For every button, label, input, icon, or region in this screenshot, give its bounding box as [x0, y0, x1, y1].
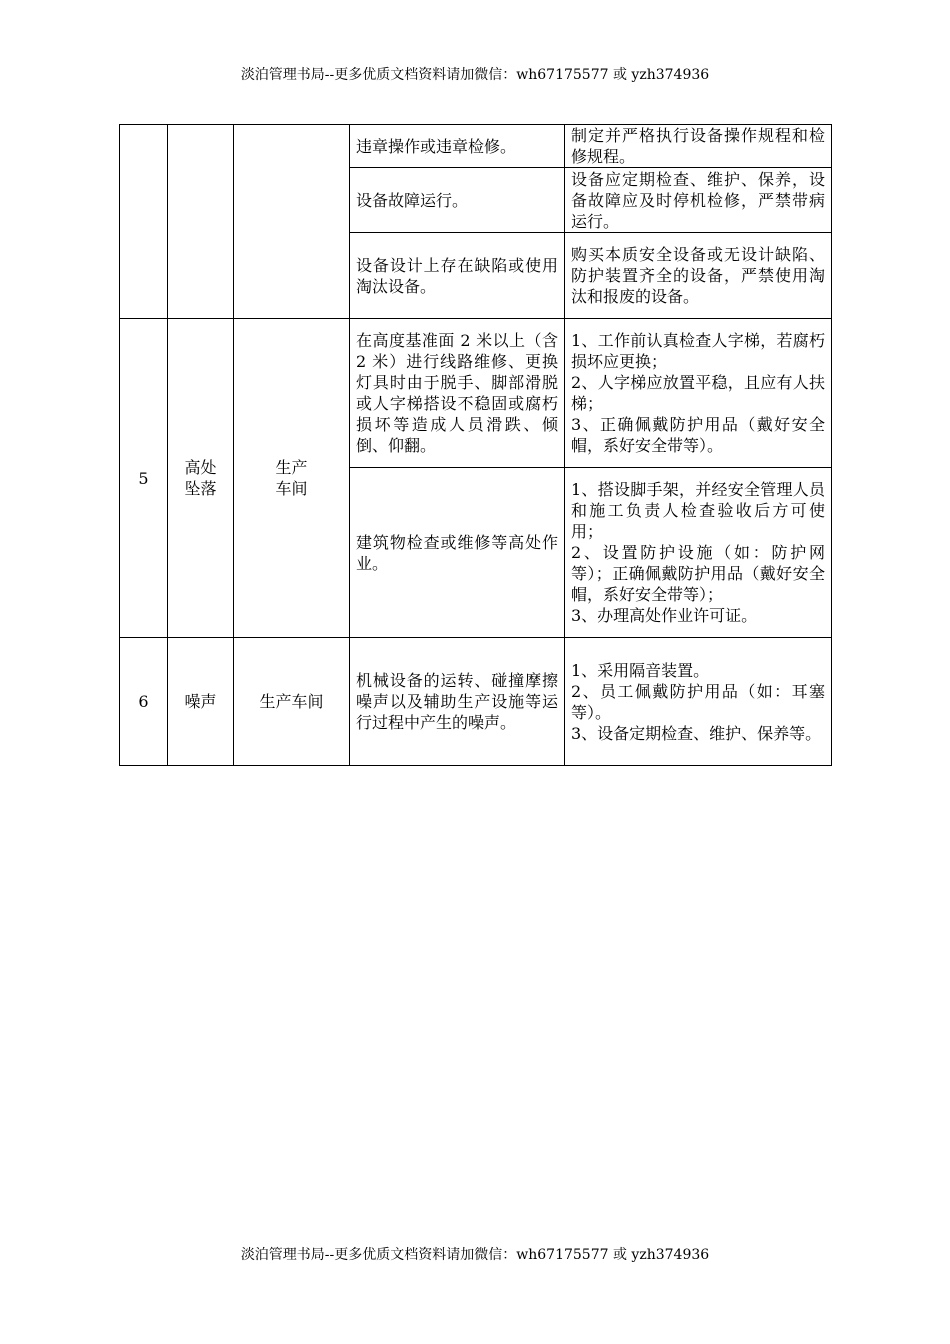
measure-cell [565, 319, 832, 468]
measure-text: 制定并严格执行设备操作规程和检修规程。 [571, 126, 825, 166]
cause-cell [350, 638, 565, 766]
measure-line: 3、正确佩戴防护用品（戴好安全帽，系好安全带等）。 [571, 415, 825, 455]
hazard-type-line: 坠落 [184, 479, 217, 498]
measure-line: 2、人字梯应放置平稳，且应有人扶梯； [571, 373, 825, 413]
hazard-table [119, 124, 832, 766]
cause-cell [350, 125, 565, 168]
cause-text: 设备设计上存在缺陷或使用淘汰设备。 [356, 255, 558, 296]
number-cell: 6 [120, 638, 168, 766]
page-header: 淡泊管理书局--更多优质文档资料请加微信：wh67175577 或 yzh374936 [240, 67, 710, 83]
cause-cell [350, 168, 565, 233]
measure-line: 1、搭设脚手架，并经安全管理人员和施工负责人检查验收后方可使用； [571, 480, 825, 541]
measure-line: 2、员工佩戴防护用品（如：耳塞等）。 [571, 681, 825, 722]
measure-line: 3、设备定期检查、维护、保养等。 [571, 723, 822, 743]
measure-line: 2、设置防护设施（如：防护网等）；正确佩戴防护用品（戴好安全帽，系好安全带等）； [571, 543, 825, 604]
measure-line: 1、采用隔音装置。 [571, 660, 710, 680]
table-row [120, 125, 832, 168]
cause-cell [350, 319, 565, 468]
location-cell [234, 319, 350, 638]
hazard-type-cell [168, 319, 234, 638]
hazard-type-cell [168, 125, 234, 319]
cause-text: 设备故障运行。 [356, 190, 469, 210]
cause-text: 在高度基准面 2 米以上（含 2 米）进行线路维修、更换灯具时由于脱手、脚部滑脱或人字梯搭设不稳固或腐朽损坏等造成人员滑跌、倾倒、仰翻。 [356, 331, 558, 455]
location-cell: 生产车间 [234, 638, 350, 766]
number-cell: 5 [120, 319, 168, 638]
number-cell [120, 125, 168, 319]
measure-line: 3、办理高处作业许可证。 [571, 606, 758, 625]
page-footer: 淡泊管理书局--更多优质文档资料请加微信：wh67175577 或 yzh374936 [240, 1247, 710, 1263]
cause-text: 机械设备的运转、碰撞摩擦噪声以及辅助生产设施等运行过程中产生的噪声。 [356, 671, 558, 732]
location-cell [234, 125, 350, 319]
cause-text: 建筑物检查或维修等高处作业。 [356, 532, 558, 573]
measure-cell [565, 638, 832, 766]
location-line: 车间 [275, 479, 308, 498]
hazard-type-line: 高处 [184, 458, 217, 477]
measure-text: 设备应定期检查、维护、保养，设备故障应及时停机检修，严禁带病运行。 [571, 169, 825, 231]
measure-text: 购买本质安全设备或无设计缺陷、防护装置齐全的设备，严禁使用淘汰和报废的设备。 [571, 245, 825, 306]
measure-cell [565, 468, 832, 638]
measure-cell [565, 233, 832, 319]
cause-text: 违章操作或违章检修。 [356, 136, 517, 156]
measure-cell [565, 168, 832, 233]
measure-cell [565, 125, 832, 168]
cause-cell [350, 468, 565, 638]
table-row [120, 319, 832, 468]
hazard-type-cell: 噪声 [168, 638, 234, 766]
cause-cell [350, 233, 565, 319]
location-line: 生产 [275, 458, 308, 477]
measure-line: 1、工作前认真检查人字梯，若腐朽损坏应更换； [571, 331, 825, 371]
table-row [120, 638, 832, 766]
